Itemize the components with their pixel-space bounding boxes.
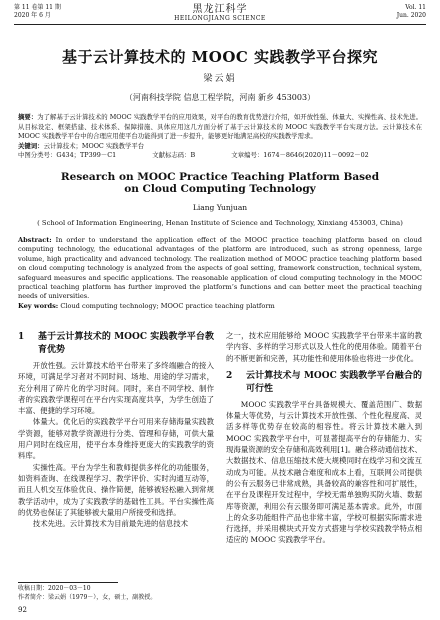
journal-name-cn: 黑龙江科学 [192, 4, 248, 15]
footnote [18, 585, 156, 602]
journal-name [14, 4, 426, 22]
issue-date: 2020 年 6 月 [14, 12, 51, 19]
body-column-left [18, 330, 214, 529]
abstract-en [18, 236, 422, 311]
running-header [14, 4, 426, 24]
paper-title-cn: 基于云计算技术的 MOOC 实践教学平台探究 [61, 48, 379, 66]
volume-issue: 第 11 卷第 11 期 [14, 4, 61, 11]
author-cn: 梁云娟 [203, 74, 237, 84]
abstract-en-label: Abstract: [18, 236, 52, 244]
abstract-cn-text: 为了解基于云计算技术的 MOOC 实践教学平台的应用效果，对平台的教育优势进行介绍，如开放性强、体量大、实操性高、技术先进。从目标设定、框架搭建、技术体系、保障措施、具体应用这几方面分析了基于云计算技术的 MOOC 实践教学平台实现方法。云计算技术在 MOOC 实践教学平台中的合理应用使平台功能得到了进一步提升，能够更好地满足高校的实践教学需求。 [18, 113, 423, 140]
page-number: 92 [18, 606, 27, 614]
clc-number: 中图分类号：G434；TP399－C1 [18, 151, 117, 159]
keywords-en [18, 302, 422, 311]
classification-row [18, 151, 422, 161]
received-date: 收稿日期：2020－03－10 [18, 585, 91, 592]
keywords-en-label: Key words: [18, 301, 59, 310]
paragraph: MOOC 实践教学平台具备规模大、覆盖范围广、数据体量大等优势，与云计算技术开放性强、个性化程度高、灵活多样等优势存在较高的相容性。将云计算技术融入到 MOOC 实践教学平台中，可显著提高平台的存储能力、实现海量资源的安全存储和高效利用[1]。融合移动通信技术、大数据技术、信息压缩技术使大规模同时在线学习和交流互动成为可能。从技术融合难度和成本上看，互联网公司提供的公有云服务已非常成熟，具备较高的兼容性和可扩展性，在平台及课程开发过程中，学校无需单独购买防火墙、数据库等资源，利用公有云服务即可满足基本需求。此外，市面上的众多功能组件产品也非常丰富，学校可根据实际需求进行选择，并采用模块式开发方式搭建与学校实践教学特点相适应的 MOOC 实践教学平台。 [226, 399, 422, 545]
body-column-right [226, 330, 422, 546]
paragraph: 开放性强。云计算技术给平台带来了多终端融合的接入环境，可满足学习者对不同时间、场地、用途的学习需求，充分利用了碎片化的学习时间。同时，来自不同学校、制作者的实践教学课程可在平台内实现高度共享，为学生创造了丰富、便捷的学习环境。 [18, 361, 214, 416]
title-en-line1: Research on MOOC Practice Teaching Platform Based [60, 171, 380, 183]
footnote-rule [18, 582, 118, 583]
section-2-heading [226, 370, 422, 396]
author-en: Liang Yunjuan [192, 203, 248, 212]
affiliation-cn: （河南科技学院 信息工程学院，河南 新乡 453003） [124, 93, 316, 102]
paragraph: 实操性高。平台为学生和教师提供多样化的功能服务，如资料查询、在线课程学习、教学评价、实时沟通互动等，而且人机交互体验优良、操作简便，能够被轻松融入到常规教学活动中，成为了实践教学的基础性工具。平台实操性高的优势也保证了其能够被大量用户所接受和选择。 [18, 462, 214, 517]
keywords-cn-label: 关键词： [18, 141, 44, 150]
journal-name-en: HEILONGJIANG SCIENCE [174, 15, 266, 22]
section-1-heading [18, 331, 214, 357]
header-rule [14, 24, 426, 25]
abstract-cn-label: 摘要： [18, 113, 38, 121]
section-1-title: 基于云计算技术的 MOOC 实践教学平台教育优势 [38, 332, 214, 355]
paper-title-en [0, 171, 440, 195]
paragraph: 体量大。优化后的实践教学平台可用来存储海量实践教学资源，能够对教学资源进行分类、管理和存储，可供大量用户同时在线应用，使平台本身维持更庞大的实践教学的资料库。 [18, 417, 214, 461]
abstract-cn [18, 113, 422, 161]
volume-en: Vol. 11 [405, 4, 426, 11]
date-en: Jun. 2020 [396, 12, 426, 19]
document-code: 文献标志码：B [152, 151, 196, 159]
section-1-number: 1 [18, 332, 25, 342]
section-2-number: 2 [226, 370, 233, 381]
issue-info-en [397, 4, 426, 20]
author-bio: 作者简介：梁云娟（1979－），女，硕士，副教授。 [18, 593, 157, 601]
keywords-cn [18, 142, 422, 152]
affiliation-en: ( School of Information Engineering, Henan Institute of Science and Technology, Xinxiang 453003, China) [37, 219, 403, 227]
section-2-title: 云计算技术与 MOOC 实践教学平台融合的可行性 [246, 370, 422, 394]
title-en-line2: on Cloud Computing Technology [124, 183, 316, 195]
abstract-en-text: In order to understand the application effect of the MOOC practice teaching platform based on cloud computing technology, the educational advantages of the platform are introduced, such as strong openness, large volume, high practicality and advanced technology. The realization method of MOOC practice teaching platform based on cloud computing technology is analyzed from the aspects of goal setting, framework construction, technical system, safeguard measures and specific applications. The reasonable application of cloud computing technology in the MOOC practical teaching platform has further improved the platform’s functions and can better meet the practical teaching needs of universities. [18, 236, 422, 301]
article-number: 文章编号：1674－8646(2020)11－0092－02 [231, 151, 369, 159]
keywords-cn-text: 云计算技术；MOOC 实践教学平台 [43, 141, 145, 150]
paragraph-continued: 之一，技术应用能够给 MOOC 实践教学平台带来丰富的教学内容、多样的学习形式以及人性化的使用体验。随着平台的不断更新和完善，其功能性和使用体验也将进一步优化。 [226, 331, 422, 363]
keywords-en-text: Cloud computing technology; MOOC practice teaching platform [58, 301, 275, 310]
paragraph: 技术先进。云计算技术为目前最先进的信息技术 [32, 519, 189, 529]
